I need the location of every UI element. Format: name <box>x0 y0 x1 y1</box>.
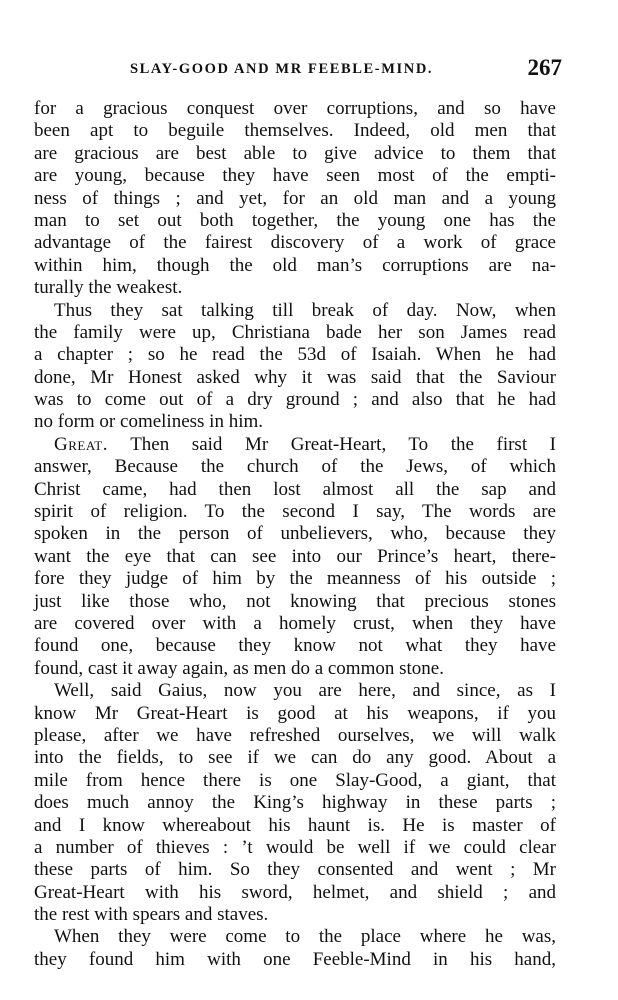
text-line: no form or comeliness in him. <box>34 411 264 433</box>
text-line: answer, Because the church of the Jews, of which <box>34 456 556 478</box>
text-line: Christ came, had then lost almost all the sap and <box>34 478 556 500</box>
text-line: spirit of religion. To the second I say, The words are <box>34 501 556 523</box>
page-header <box>0 55 618 85</box>
text-line: know Mr Great-Heart is good at his weapons, if you <box>34 702 556 724</box>
text-line: was to come out of a dry ground ; and also that he had <box>34 389 556 411</box>
text-line: spoken in the person of unbelievers, who, because they <box>34 523 556 545</box>
text-line: the rest with spears and staves. <box>34 904 269 926</box>
text-line: ness of things ; and yet, for an old man and a young <box>34 187 556 209</box>
running-title: SLAY-GOOD AND MR FEEBLE-MIND. <box>130 61 434 77</box>
text-line: man to set out both together, the young one has the <box>34 209 556 231</box>
text-line: and I know whereabout his haunt is. He is master of <box>34 814 556 836</box>
text-line: Thus they sat talking till break of day. Now, when <box>54 299 556 321</box>
text-line: into the fields, to see if we can do any good. About a <box>34 747 556 769</box>
text-line: does much annoy the King’s highway in these parts ; <box>34 792 556 814</box>
text-line: Great-Heart with his sword, helmet, and shield ; and <box>34 881 556 903</box>
text-line: just like those who, not knowing that precious stones <box>34 590 556 612</box>
page-number: 267 <box>527 55 562 80</box>
speaker-label: Great. <box>54 433 108 455</box>
text-line: a chapter ; so he read the 53d of Isaiah. When he had <box>34 344 556 366</box>
text-line: for a gracious conquest over corruptions, and so have <box>34 98 556 119</box>
text-line: are gracious are best able to give advice to them that <box>34 142 556 164</box>
body-text <box>34 98 556 971</box>
text-line: are young, because they have seen most of the empti- <box>34 165 556 187</box>
text-line: done, Mr Honest asked why it was said that the Saviour <box>34 366 556 388</box>
text-line: been apt to beguile themselves. Indeed, old men that <box>34 120 556 142</box>
text-line: want the eye that can see into our Prince’s heart, there- <box>34 545 556 567</box>
text-line: fore they judge of him by the meanness of his outside ; <box>34 568 556 590</box>
text-line: mile from hence there is one Slay-Good, a giant, that <box>34 769 556 791</box>
text-line: found one, because they know not what they have <box>34 635 556 657</box>
text-line: the family were up, Christiana bade her son James read <box>34 321 556 343</box>
text-line: a number of thieves : ’t would be well if we could clear <box>34 836 556 858</box>
text-line: within him, though the old man’s corruptions are na- <box>34 254 556 276</box>
text-line: Then said Mr Great-Heart, To the first I <box>130 433 556 455</box>
text-line: are covered over with a homely crust, when they have <box>34 612 556 634</box>
text-line: please, after we have refreshed ourselves, we will walk <box>34 724 556 746</box>
text-line: they found him with one Feeble-Mind in his hand, <box>34 948 556 970</box>
text-line: Well, said Gaius, now you are here, and since, as I <box>54 680 556 702</box>
text-line: advantage of the fairest discovery of a work of grace <box>34 232 556 254</box>
text-line-with-speaker <box>34 434 556 456</box>
text-line: found, cast it away again, as men do a common stone. <box>34 657 444 679</box>
text-line: When they were come to the place where he was, <box>54 926 556 948</box>
text-line: turally the weakest. <box>34 277 183 299</box>
text-line: these parts of him. So they consented and went ; Mr <box>34 859 556 881</box>
